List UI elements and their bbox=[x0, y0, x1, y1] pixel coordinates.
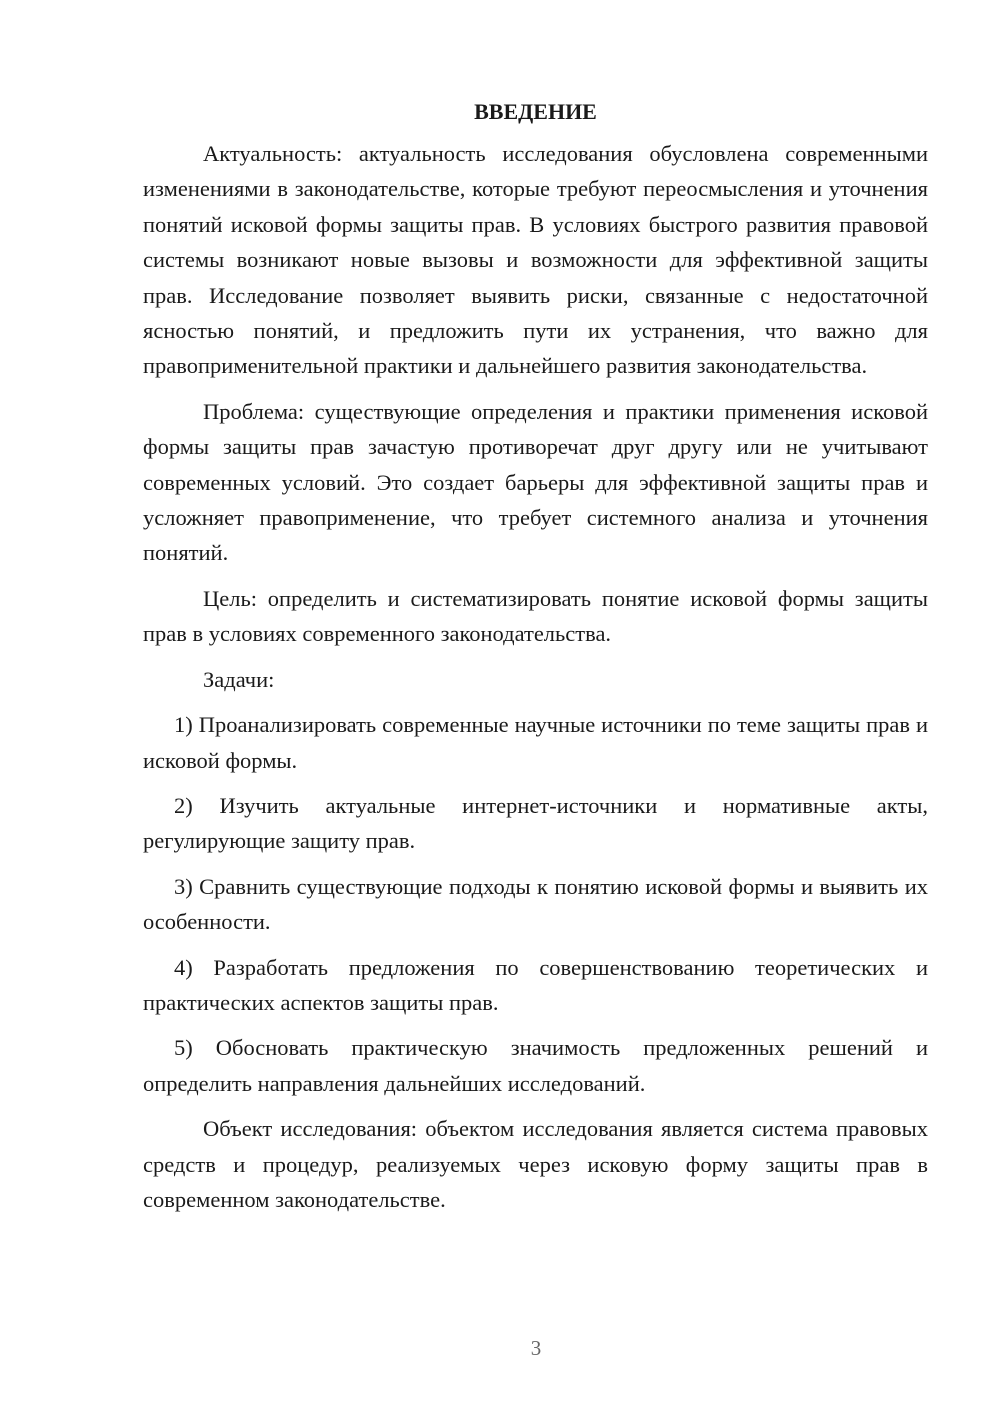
task-item: 3) Сравнить существующие подходы к понятию исковой формы и выявить их особенности. bbox=[143, 873, 928, 935]
page-title: ВВЕДЕНИЕ bbox=[474, 99, 597, 124]
problem-paragraph: Проблема: существующие определения и практики применения исковой формы защиты прав зачастую противоречат друг другу или не учитывают современных условий. Это создает барьеры для эффективной защиты прав и усложняет правоприменение, что требует системного анализа и уточнения понятий. bbox=[143, 398, 928, 566]
page-body bbox=[143, 94, 928, 1227]
task-item: 1) Проанализировать современные научные источники по теме защиты прав и исковой формы. bbox=[143, 712, 928, 773]
object-paragraph: Объект исследования: объектом исследования является система правовых средств и процедур, реализуемых через исковую форму защиты прав в современном законодательстве. bbox=[143, 1116, 928, 1212]
task-item: 4) Разработать предложения по совершенствованию теоретических и практических аспектов защиты прав. bbox=[143, 954, 928, 1015]
tasks-heading: Задачи: bbox=[203, 666, 275, 692]
relevance-paragraph: Актуальность: актуальность исследования обусловлена современными изменениями в законодательстве, которые требуют переосмысления и уточнения понятий исковой формы защиты прав. В условиях быстрого развития правовой системы возникают новые вызовы и возможности для эффективной защиты прав. Исследование позволяет выявить риски, связанные с недостаточной ясностью понятий, и предложить пути их устранения, что важно для правоприменительной практики и дальнейшего развития законодательства. bbox=[143, 141, 928, 379]
task-item: 2) Изучить актуальные интернет-источники и нормативные акты, регулирующие защиту прав. bbox=[143, 792, 928, 854]
task-item: 5) Обосновать практическую значимость предложенных решений и определить направления дальнейших исследований. bbox=[143, 1035, 928, 1096]
goal-paragraph: Цель: определить и систематизировать понятие исковой формы защиты прав в условиях современного законодательства. bbox=[143, 585, 928, 647]
page-number: 3 bbox=[530, 1336, 542, 1360]
